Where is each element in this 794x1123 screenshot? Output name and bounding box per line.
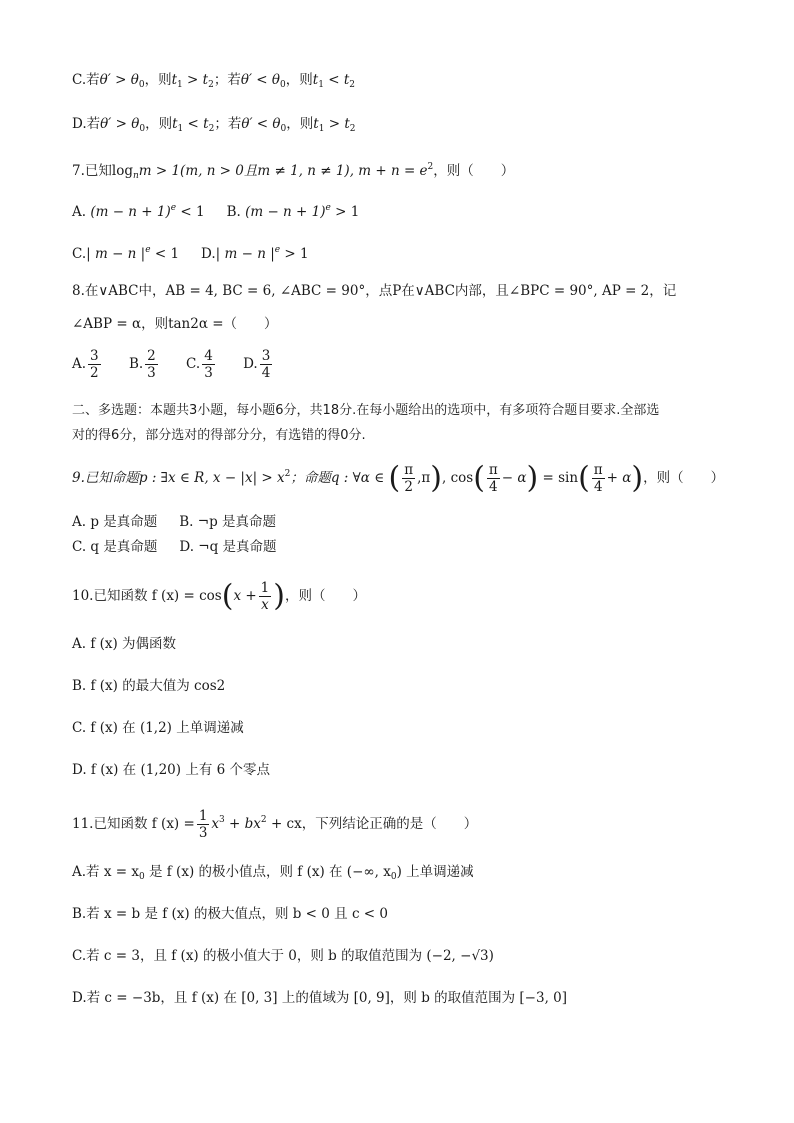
var: < t bbox=[323, 72, 350, 88]
text: ；若 bbox=[213, 72, 241, 88]
var: > t bbox=[324, 116, 350, 132]
subscript: 0 bbox=[138, 872, 145, 882]
formula: (m − n + 1) bbox=[90, 204, 171, 220]
text: = sin bbox=[538, 470, 579, 486]
option-label: D.若 bbox=[72, 116, 101, 132]
subscript: 1 bbox=[318, 80, 324, 90]
option-label: B. bbox=[128, 356, 144, 372]
text: ) 上单调递减 bbox=[396, 864, 474, 880]
denominator: 4 bbox=[593, 479, 603, 495]
q8-stem-line2: ∠ABP = α，则tan2α =（ ） bbox=[72, 316, 278, 332]
subscript: 1 bbox=[177, 80, 183, 90]
formula: 10.已知函数 f (x) = cos bbox=[72, 588, 222, 604]
formula: < 1 bbox=[176, 204, 205, 220]
denominator: 2 bbox=[404, 479, 413, 495]
fraction bbox=[402, 462, 415, 495]
condition: θ′ < θ bbox=[240, 72, 281, 88]
formula: + α bbox=[606, 470, 632, 486]
q10-option-d: D. f (x) 在 (1,20) 上有 6 个零点 bbox=[72, 762, 270, 778]
text: , cos bbox=[441, 470, 474, 486]
subscript: 0 bbox=[390, 872, 397, 882]
text: ，则（ ） bbox=[284, 588, 366, 604]
option-label: C.若 bbox=[72, 72, 100, 88]
q7-options-ab bbox=[72, 198, 359, 222]
subscript: n bbox=[132, 171, 139, 181]
q7-stem bbox=[72, 157, 514, 186]
numerator: π bbox=[593, 462, 603, 478]
option-label: C. bbox=[72, 246, 87, 262]
q10-option-a: A. f (x) 为偶函数 bbox=[72, 636, 177, 652]
condition: θ′ > θ bbox=[100, 116, 140, 132]
formula: > 1 bbox=[330, 204, 360, 220]
var: > t bbox=[182, 72, 209, 88]
formula: − α bbox=[501, 470, 527, 486]
denominator: 3 bbox=[147, 365, 156, 381]
text: ，则（ ） bbox=[433, 163, 515, 179]
superscript: 3 bbox=[219, 815, 225, 825]
numerator: π bbox=[488, 462, 498, 478]
option-a: A. p 是真命题 bbox=[72, 514, 158, 530]
text: ，则 bbox=[285, 72, 313, 88]
q7-options-cd bbox=[72, 240, 309, 264]
q11-option-b: B.若 x = b 是 f (x) 的极大值点，则 b < 0 且 c < 0 bbox=[72, 906, 389, 922]
q6-option-d bbox=[72, 114, 356, 139]
subscript: 0 bbox=[138, 80, 145, 90]
formula: (m − n + 1) bbox=[245, 204, 326, 220]
subscript: 2 bbox=[349, 80, 356, 90]
option-label: B. bbox=[226, 204, 241, 220]
denominator: 3 bbox=[204, 365, 213, 381]
fraction bbox=[487, 462, 500, 495]
formula: | m − n | bbox=[215, 246, 275, 262]
q10-stem: 10.已知函数 f (x) = cos(x + $\frac{1}{x}$ )，则（ ） bbox=[72, 578, 366, 614]
numerator: 1 bbox=[260, 580, 270, 596]
fraction bbox=[197, 808, 210, 841]
superscript: e bbox=[170, 203, 177, 213]
fraction bbox=[260, 348, 273, 381]
q9-stem: 9.已知命题p : ∃x ∈ R, $x - |x| > x^2$；命题q : ∀α ∈ ( $\frac{\pi}{2}$ ,π), cos( $\frac{\pi}{4}$ − α) = sin( $\frac{\pi}{4}$ + α)，则（ ） bbox=[72, 460, 725, 496]
q9-options-ab bbox=[72, 512, 276, 532]
numerator: 3 bbox=[261, 348, 271, 364]
text: A.若 x = x bbox=[72, 864, 139, 880]
option-b: B. ¬p 是真命题 bbox=[179, 514, 277, 530]
condition: θ′ < θ bbox=[241, 116, 281, 132]
q9-options-cd bbox=[72, 537, 277, 557]
text: ，则 bbox=[144, 72, 172, 88]
numerator: π bbox=[404, 462, 414, 478]
q8-options bbox=[72, 348, 274, 381]
fraction bbox=[259, 580, 272, 613]
numerator: 3 bbox=[90, 348, 99, 364]
denominator: 4 bbox=[489, 479, 498, 495]
text: ，则 bbox=[286, 116, 314, 132]
text: 7.已知log bbox=[72, 163, 133, 179]
var: t bbox=[312, 72, 319, 88]
fraction bbox=[592, 462, 605, 495]
option-label: D. bbox=[201, 246, 216, 262]
superscript: e bbox=[274, 245, 281, 255]
var: t bbox=[171, 72, 178, 88]
formula: ；命题q : ∀α ∈ bbox=[290, 470, 385, 486]
option-d: D. ¬q 是真命题 bbox=[179, 539, 277, 555]
q11-option-c: C.若 c = 3，且 f (x) 的极小值大于 0，则 b 的取值范围为 (−2, −√3) bbox=[72, 948, 494, 964]
q11-option-a bbox=[72, 862, 474, 887]
subscript: 2 bbox=[208, 124, 215, 134]
option-label: A. bbox=[72, 356, 87, 372]
superscript: 2 bbox=[260, 815, 267, 825]
superscript: e bbox=[145, 245, 151, 255]
var: t bbox=[172, 116, 178, 132]
condition: θ′ > θ bbox=[99, 72, 139, 88]
subscript: 1 bbox=[318, 124, 325, 134]
q10-option-c: C. f (x) 在 (1,2) 上单调递减 bbox=[72, 720, 244, 736]
option-label: C. bbox=[186, 356, 201, 372]
q10-option-b: B. f (x) 的最大值为 cos2 bbox=[72, 678, 226, 694]
fraction bbox=[202, 348, 215, 381]
formula: m > 1(m, n > 0且m ≠ 1, n ≠ 1), m + n = e bbox=[138, 163, 428, 179]
text: ，则 bbox=[145, 116, 173, 132]
option-c: C. q 是真命题 bbox=[72, 539, 158, 555]
formula: + bx bbox=[224, 816, 261, 832]
formula: > 1 bbox=[280, 246, 309, 262]
q8-stem-line1: 8.在∨ABC中，AB = 4, BC = 6, ∠ABC = 90°，点P在∨ABC内部，且∠BPC = 90°, AP = 2，记 bbox=[72, 283, 677, 299]
fraction bbox=[88, 348, 101, 381]
formula: x + bbox=[233, 588, 257, 604]
var: t bbox=[313, 116, 319, 132]
subscript: 2 bbox=[208, 80, 214, 90]
numerator: 2 bbox=[147, 348, 156, 364]
formula: < 1 bbox=[150, 246, 180, 262]
fraction bbox=[145, 348, 158, 381]
section-header-line1: 二、多选题：本题共3小题，每小题6分，共18分.在每小题给出的选项中，有多项符合题目要求.全部选 bbox=[72, 403, 660, 418]
q6-option-c bbox=[72, 70, 355, 95]
q11-option-d: D.若 c = −3b，且 f (x) 在 [0, 3] 上的值域为 [0, 9]，则 b 的取值范围为 [−3, 0] bbox=[72, 990, 568, 1006]
denominator: 2 bbox=[90, 365, 99, 381]
numerator: 4 bbox=[204, 348, 213, 364]
subscript: 1 bbox=[177, 124, 184, 134]
text: ，则（ ） bbox=[643, 470, 725, 486]
denominator: x bbox=[261, 597, 269, 613]
text: 是 f (x) 的极小值点，则 f (x) 在 (−∞, x bbox=[144, 864, 391, 880]
subscript: 0 bbox=[280, 124, 287, 134]
formula: 11.已知函数 f (x) = bbox=[72, 816, 195, 832]
section-header-line2: 对的得6分，部分选对的得部分分，有选错的得0分. bbox=[72, 428, 366, 443]
option-label: D. bbox=[243, 356, 258, 372]
q11-stem bbox=[72, 808, 477, 841]
subscript: 0 bbox=[280, 80, 286, 90]
formula: 9.已知命题p : ∃x ∈ R, x − |x| > x bbox=[72, 470, 285, 486]
formula: x bbox=[211, 816, 220, 832]
numerator: 1 bbox=[198, 808, 208, 824]
var: < t bbox=[183, 116, 209, 132]
text: ,π bbox=[417, 470, 431, 486]
subscript: 2 bbox=[349, 124, 356, 134]
superscript: 2 bbox=[284, 469, 291, 479]
subscript: 0 bbox=[139, 124, 146, 134]
superscript: 2 bbox=[427, 162, 434, 172]
text: ；若 bbox=[214, 116, 242, 132]
denominator: 4 bbox=[261, 365, 271, 381]
text: + cx，下列结论正确的是（ ） bbox=[266, 816, 478, 832]
formula: | m − n | bbox=[86, 246, 146, 262]
option-label: A. bbox=[72, 204, 87, 220]
denominator: 3 bbox=[198, 825, 208, 841]
superscript: e bbox=[325, 203, 331, 213]
